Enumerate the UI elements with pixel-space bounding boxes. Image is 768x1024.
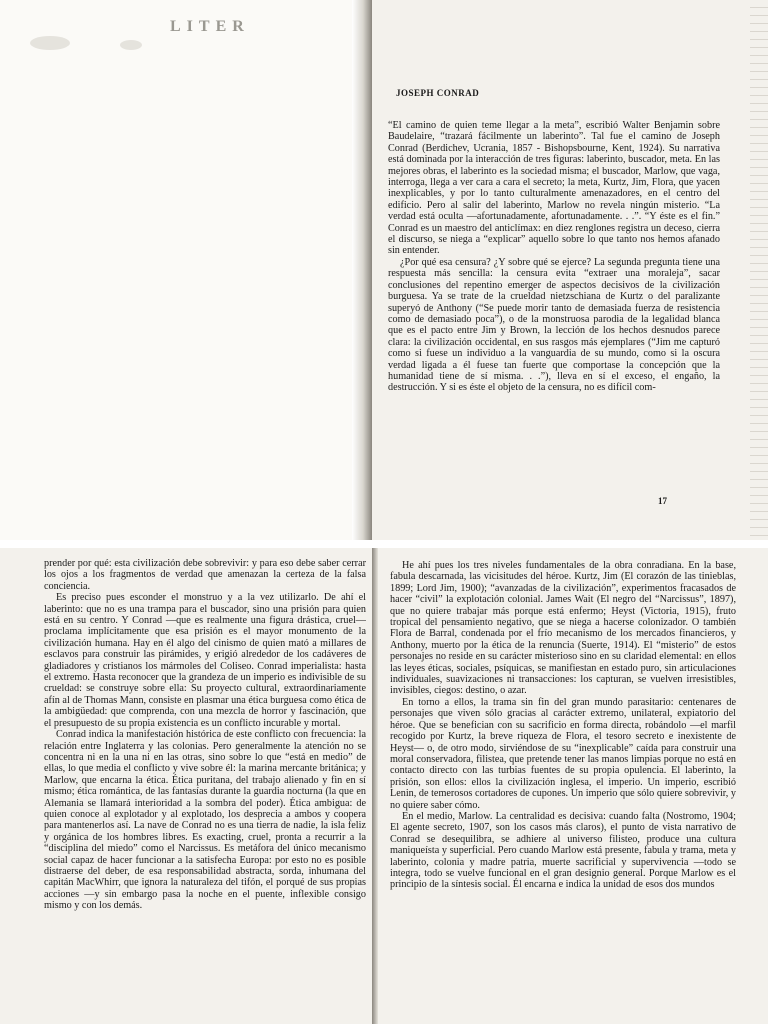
- paragraph: Conrad indica la manifestación histórica de este conflicto con frecuencia: la relación entre Inglaterra y las colonias. Pero generalmente la atención no se concentra ni en la una ni en las otras, sino sobre lo que “está en medio” de ellas, lo que media el conflicto y vive sobre él: la marina mercante británica; y Marlow, que encarna la ética. Ética puritana, del trabajo alienado y fin en sí mismo; ética romántica, de las fantasías durante la guardia nocturna (la que en Alemania se llamará interioridad a la sombra del poder). Ética ambigua: de quien conoce al explotador y al explotado, los desprecia a ambos y coopera para mantenerlos así. La nave de Conrad no es una tierra de nadie, la isla feliz y orgánica de los hombres libres. Es exacting, cruel, pronta a recurrir a la “disciplina del miedo” como el Narcissus. Es metáfora del único mecanismo social capaz de hacer funcionar a la satisfecha Europa: por esto no es posible distraerse del deber, de esa responsabilidad abstracta, sorda, inhumana del capitán MacWhirr, que ignora la naturaleza del tifón, el porqué de sus propias acciones —y sin embargo pasa la noche en el puente, inflexible consigo mismo y con los demás.: [44, 729, 366, 912]
- paragraph: “El camino de quien teme llegar a la meta”, escribió Walter Benjamin sobre Baudelaire, “trazará fácilmente un laberinto”. Tal fue el camino de Joseph Conrad (Berdichev, Ucrania, 1857 - Bishopsbourne, Kent, 1924). Su narrativa está dominada por la interacción de tres figuras: laberinto, buscador, meta. En las mejores obras, el laberinto es la sociedad misma; el buscador, Marlow, que vaga, interroga, llega a ver cara a cara el secreto; la meta, Kurtz, Jim, Flora, que yacen inexplicables, y por lo tanto culturalmente amenazadores, en el centro del edificio. Pero al salir del laberinto, Marlow no revela ningún misterio. “La verdad está oculta —afortunadamente, afortunadamente. . .”. “Y éste es el fin.” Conrad es un maestro del anticlímax: en diez renglones registra un deceso, cierra el discurso, se niega a “explicar” aquello sobre lo que tanto nos hemos afanado sin entender.: [388, 120, 720, 257]
- paragraph: ¿Por qué esa censura? ¿Y sobre qué se ejerce? La segunda pregunta tiene una respuesta más sencilla: la censura evita “extraer una moraleja”, sacar conclusiones del repentino emerger de aspectos decisivos de la civilización burguesa. Ya se trate de la crueldad nietzschiana de Kurtz o del paralizante superyó de Anthony (“Se puede morir tanto de demasiada fuerza de resistencia como de demasiado poca”), o de la monstruosa parodia de la legalidad blanca que es el pacto entre Jim y Brown, la lección de los hechos desnudos parece clara: la civilización occidental, en sus rasgos más ejemplares (“Jim me capturó como si fuese un individuo a la vanguardia de su mundo, como si la oscura verdad ligada a él fuese tan fuerte que comportase la concepción que la humanidad tiene de sí misma. . .”), lleva en sí el exceso, el engaño, la destrucción. Y si es éste el objeto de la censura, no es difícil com-: [388, 256, 720, 394]
- faded-header-title: LITER: [170, 18, 250, 35]
- smudge-mark: [30, 36, 70, 50]
- page-19: [378, 548, 768, 1024]
- text-column-top-right: [388, 120, 720, 394]
- paragraph: He ahí pues los tres niveles fundamentales de la obra conradiana. En la base, fabula descarnada, las vicisitudes del héroe. Kurtz, Jim (El corazón de las tinieblas, 1899; Lord Jim, 1900); “avanzadas de la civilización”, experimentos fracasados de hacer “civil” la explotación colonial. James Wait (El negro del “Narcissus”, 1897), que no quiere trabajar más porque está enfermo; Heyst (Victoria, 1915), fruto tropical del pensamiento negativo, que se niega a hacerse colonizador. O también Flora de Barral, condenada por el frío mecanismo de los mercados financieros, y Anthony, muerto por la ética de la renuncia (Suerte, 1914). El “misterio” de estos personajes no reside en su carácter misterioso sino en su claridad elemental: en ellos las leyes éticas, sociales, psíquicas, se manifiestan en estado puro, sin articulaciones individuales, suavizaciones ni transacciones: los capturan, se vuelven irresistibles, invisibles, ciegos: destino, o azar.: [390, 560, 736, 697]
- book-gutter-top: [352, 0, 372, 540]
- page-17: [372, 0, 768, 540]
- paragraph: En torno a ellos, la trama sin fin del gran mundo parasitario: centenares de personajes que viven sólo gracias al carácter extremo, unilateral, expiatorio del héroe. Que se benefician con su sacrificio en forma directa, robándolo —el marfil recogido por Kurtz, la breve riqueza de Flora, el tesoro secreto e inexistente de Heyst— o, de otro modo, sirviéndose de su “inexplicable” caída para construir una moral conservadora, filistea, que pretende tener las manos limpias porque no está en contacto directo con las turbias fuentes de su propia opulencia. El laberinto, la prisión, son ellos: ellos la civilización inglesa, el imperio. Un imperio, escribió Lenin, de temerosos cortadores de cupones. Un imperio que sólo quiere sobrevivir, y no quiere saber cómo.: [390, 696, 736, 811]
- paragraph: En el medio, Marlow. La centralidad es decisiva: cuando falta (Nostromo, 1904; El agente secreto, 1907, son los casos más claros), el punto de vista narrativo de Conrad se desequilibra, se adhiere al universo filisteo, produce una cultura maniqueísta y superficial. Pero cuando Marlow está presente, fabula y trama, meta y laberinto, colonia y madre patria, muerte sacrificial y supervivencia —todo se integra, todo se vuelve funcional en el gran designio general. Porque Marlow es el principio de la síntesis social. Él encarna e indica la unidad de esos dos mundos: [390, 810, 736, 891]
- page-number: 17: [658, 496, 667, 506]
- paragraph: Es preciso pues esconder el monstruo y a la vez utilizarlo. De ahí el laberinto: que no es una trampa para el buscador, sino una prisión para quien está en su centro. Y Conrad —que es realmente una figura drástica, cruel— proclama implícitamente que esa prisión es el mayor monumento de la civilización humana. Hay en él algo del cinismo de quien mató a millares de esclavos para construir las pirámides, y erigió alrededor de los cadáveres de gladiadores y cristianos los mármoles del Coliseo. Conrad imperialista: hasta el extremo. Hasta reconocer que la grandeza de un imperio es indivisible de su crueldad: se construye sobre ella: Su proyecto cultural, extraordinariamente afín al de Thomas Mann, consiste en plasmar una ética burguesa como ética de la ambigüedad: que comprenda, con una mezcla de horror y fascinación, que el presupuesto de su propia existencia es un conflicto incurable y mortal.: [44, 592, 366, 729]
- blank-left-page-top: [0, 0, 352, 540]
- page-edge: [750, 0, 768, 540]
- paragraph: prender por qué: esta civilización debe sobrevivir: y para eso debe saber cerrar los ojos a los fragmentos de verdad que amenazan la certeza de la falsa conciencia.: [44, 558, 366, 592]
- text-column-bottom-left: [44, 558, 366, 912]
- text-column-bottom-right: [390, 560, 736, 891]
- page-18: [0, 548, 372, 1024]
- running-head: JOSEPH CONRAD: [396, 88, 480, 98]
- smudge-mark: [120, 40, 142, 50]
